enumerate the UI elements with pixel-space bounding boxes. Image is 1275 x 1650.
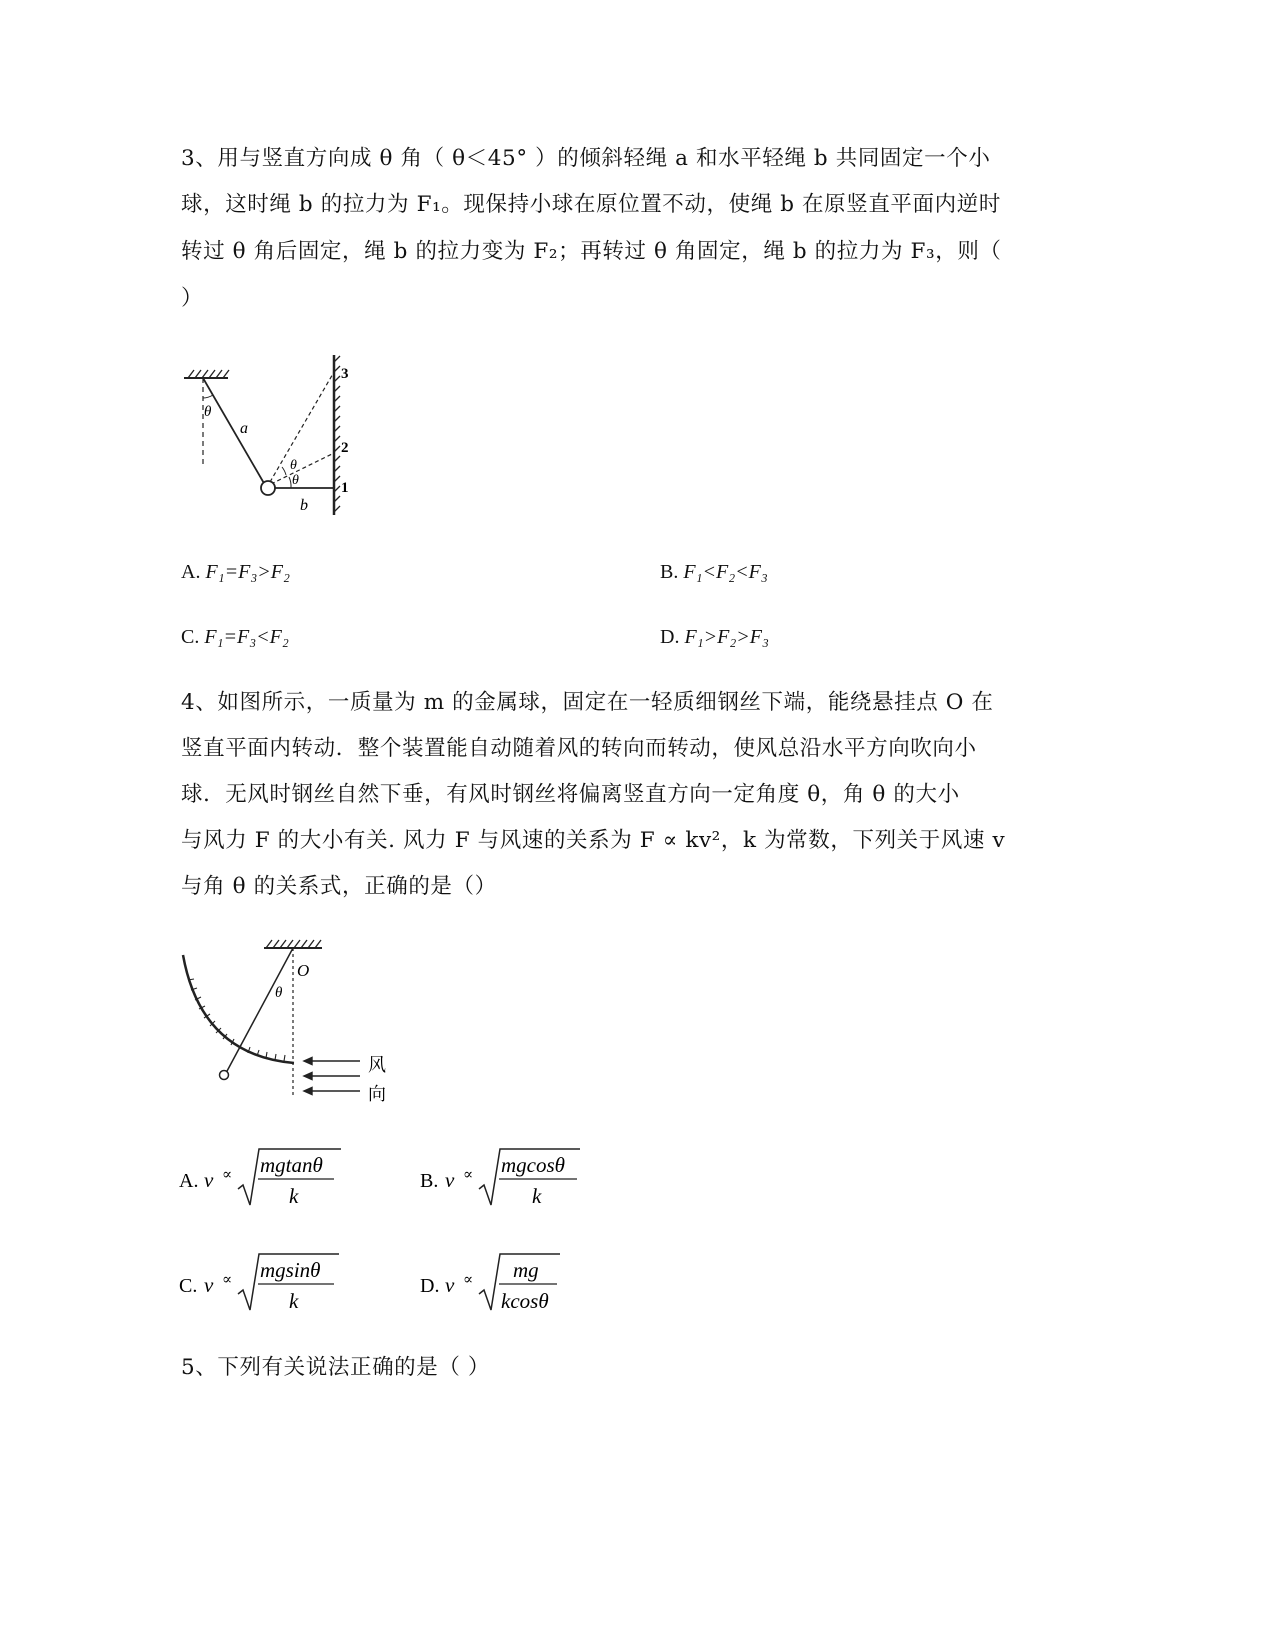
q4-option-b-var: v [445, 1168, 455, 1192]
q4-option-d-num: mg [513, 1258, 539, 1282]
q4-option-c-den: k [289, 1289, 299, 1313]
q3-option-c-expr: F₁=F₃<F₂ [204, 626, 289, 648]
q3-option-b-letter: B. [660, 561, 679, 583]
q3-theta-upper: θ [290, 458, 297, 473]
q3-theta-lower: θ [292, 473, 299, 488]
q4-option-b-den: k [532, 1184, 542, 1208]
q3-line-4: ） [181, 286, 204, 311]
q4-option-a-var: v [204, 1168, 214, 1192]
q4-label-theta: θ [275, 985, 283, 1001]
q3-option-d-letter: D. [660, 626, 680, 648]
q3-point-2: 2 [341, 440, 349, 456]
q4-option-c-var: v [204, 1273, 214, 1297]
q4-label-wind1: 风 [368, 1055, 386, 1075]
q3-point-3: 3 [341, 366, 349, 382]
q4-label-o: O [297, 961, 310, 980]
q4-option-a-num: mgtanθ [260, 1153, 323, 1177]
q3-option-b[interactable] [660, 557, 768, 587]
q4-figure [176, 935, 396, 1110]
q3-line-1: 3、用与竖直方向成 θ 角（ θ＜45° ）的倾斜轻绳 a 和水平轻绳 b 共同固定一个小 [181, 146, 991, 171]
q3-line-2: 球，这时绳 b 的拉力为 F₁。现保持小球在原位置不动，使绳 b 在原竖直平面内逆时 [181, 192, 1001, 217]
q3-option-d-expr: F₁>F₂>F₃ [684, 626, 769, 648]
q3-option-d[interactable] [660, 622, 769, 652]
q4-option-a-rel: ∝ [222, 1167, 233, 1183]
q3-label-a: a [240, 420, 248, 437]
q4-line-5: 与角 θ 的关系式，正确的是（） [181, 874, 497, 899]
q4-option-b-num: mgcosθ [501, 1153, 565, 1177]
q3-option-b-expr: F₁<F₂<F₃ [683, 561, 768, 583]
q3-option-a-expr: F₁=F₃>F₂ [205, 561, 290, 583]
q4-option-d-den: kcosθ [501, 1289, 549, 1313]
q4-option-c-rel: ∝ [222, 1272, 233, 1288]
q4-option-b[interactable] [417, 1145, 597, 1215]
q5-line-1: 5、下列有关说法正确的是（ ） [181, 1355, 491, 1380]
q3-figure [178, 350, 378, 520]
q3-label-b: b [300, 497, 308, 514]
q3-line-3: 转过 θ 角后固定，绳 b 的拉力变为 F₂；再转过 θ 角固定，绳 b 的拉力为 F₃，则（ [181, 239, 1002, 264]
q4-option-a-den: k [289, 1184, 299, 1208]
q4-option-d[interactable] [417, 1250, 597, 1320]
q3-point-1: 1 [341, 480, 349, 496]
q4-option-d-letter: D. [420, 1275, 440, 1297]
q4-option-a[interactable] [176, 1145, 356, 1215]
q3-option-a-letter: A. [181, 561, 201, 583]
q4-option-a-letter: A. [179, 1170, 199, 1192]
q4-label-wind2: 向 [368, 1084, 386, 1104]
q3-option-a[interactable] [181, 557, 290, 587]
q4-option-c-letter: C. [179, 1275, 198, 1297]
q3-option-c-letter: C. [181, 626, 200, 648]
q3-theta-top: θ [204, 404, 212, 420]
q4-option-d-rel: ∝ [463, 1272, 474, 1288]
q4-option-b-letter: B. [420, 1170, 439, 1192]
q4-line-1: 4、如图所示，一质量为 m 的金属球，固定在一轻质细钢丝下端，能绕悬挂点 O 在 [181, 690, 994, 715]
q4-option-c-num: mgsinθ [260, 1258, 321, 1282]
q3-option-c[interactable] [181, 622, 289, 652]
q4-option-b-rel: ∝ [463, 1167, 474, 1183]
q4-option-c[interactable] [176, 1250, 356, 1320]
q4-option-d-var: v [445, 1273, 455, 1297]
q4-line-4: 与风力 F 的大小有关. 风力 F 与风速的关系为 F ∝ kv²，k 为常数，下列关于风速 v [181, 828, 1006, 853]
q4-line-2: 竖直平面内转动．整个装置能自动随着风的转向而转动，使风总沿水平方向吹向小 [181, 736, 977, 761]
q4-line-3: 球．无风时钢丝自然下垂，有风时钢丝将偏离竖直方向一定角度 θ，角 θ 的大小 [181, 782, 960, 807]
